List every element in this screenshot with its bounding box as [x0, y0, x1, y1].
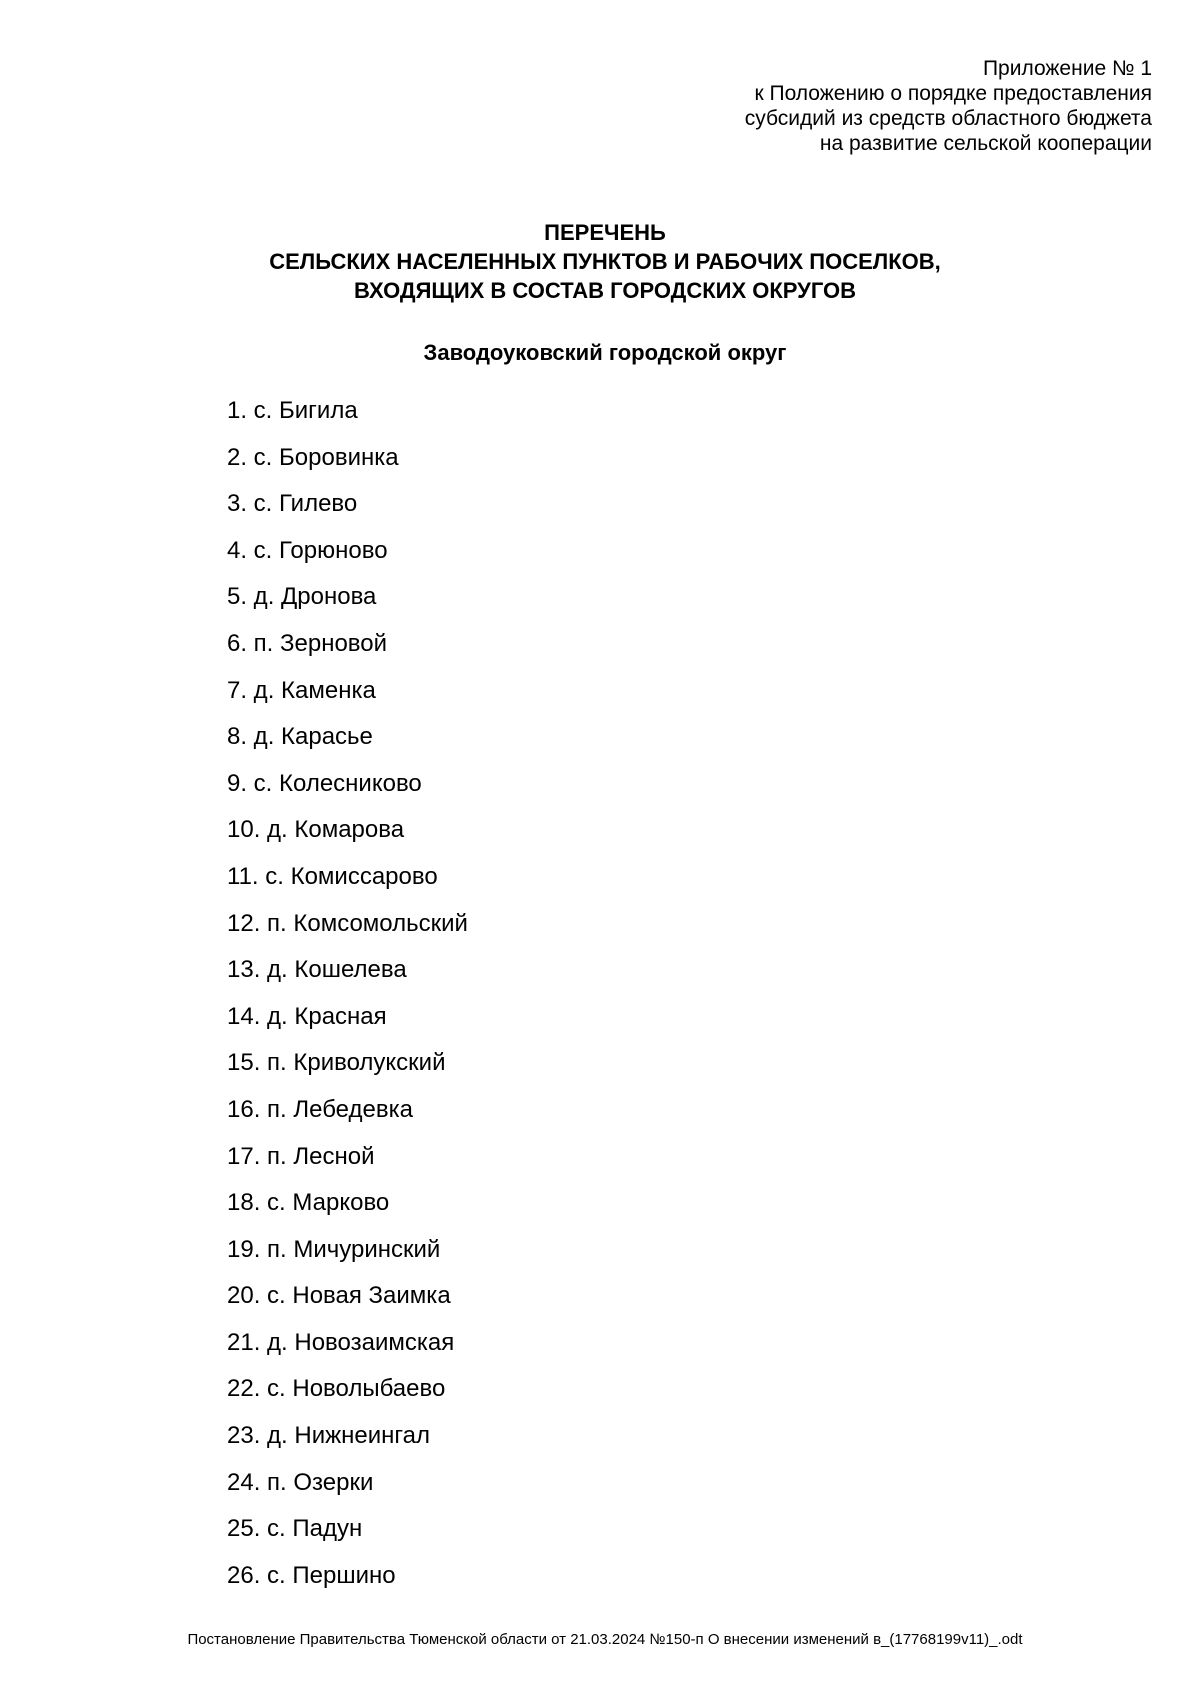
list-item: 8. д. Карасье [227, 723, 373, 751]
appendix-line: на развитие сельской кооперации [819, 132, 1152, 155]
list-item: 16. п. Лебедевка [227, 1095, 413, 1123]
list-item: 12. п. Комсомольский [227, 909, 468, 937]
list-item: 7. д. Каменка [227, 676, 376, 704]
list-item: 23. д. Нижнеингал [227, 1422, 431, 1450]
title-line: ПЕРЕЧЕНЬ [544, 220, 666, 245]
list-item: 18. с. Марково [227, 1189, 390, 1217]
list-item: 20. с. Новая Заимка [227, 1282, 451, 1310]
list-item: 2. с. Боровинка [227, 443, 399, 471]
list-item: 26. с. Першино [227, 1561, 396, 1589]
appendix-line: субсидий из средств областного бюджета [744, 107, 1152, 130]
title-line: СЕЛЬСКИХ НАСЕЛЕННЫХ ПУНКТОВ И РАБОЧИХ ПОСЕЛКОВ, [269, 249, 941, 274]
list-item: 6. п. Зерновой [227, 629, 388, 657]
document-footer: Постановление Правительства Тюменской области от 21.03.2024 №150-п О внесении изменений в_(17768199v11)_.odt [187, 1631, 1023, 1648]
list-item: 22. с. Новолыбаево [227, 1375, 446, 1403]
list-item: 14. д. Красная [227, 1002, 387, 1030]
list-item: 11. с. Комиссарово [227, 862, 438, 890]
settlement-list [227, 396, 468, 1607]
appendix-header [512, 56, 1152, 156]
list-item: 4. с. Горюново [227, 536, 388, 564]
list-item: 3. с. Гилево [227, 490, 358, 518]
list-item: 13. д. Кошелева [227, 956, 407, 984]
appendix-line: Приложение № 1 [982, 57, 1152, 80]
list-item: 5. д. Дронова [227, 583, 377, 611]
list-item: 1. с. Бигила [227, 397, 358, 424]
document-title [0, 218, 1200, 305]
list-item: 25. с. Падун [227, 1515, 363, 1543]
list-item: 9. с. Колесниково [227, 769, 422, 797]
list-item: 10. д. Комарова [227, 816, 405, 844]
list-item: 24. п. Озерки [227, 1468, 374, 1496]
list-item: 21. д. Новозаимская [227, 1328, 455, 1356]
district-heading: Заводоуковский городской округ [423, 340, 787, 365]
title-line: ВХОДЯЩИХ В СОСТАВ ГОРОДСКИХ ОКРУГОВ [353, 278, 857, 303]
appendix-line: к Положению о порядке предоставления [754, 82, 1152, 105]
list-item: 19. п. Мичуринский [227, 1235, 441, 1263]
list-item: 15. п. Криволукский [227, 1049, 446, 1077]
list-item: 17. п. Лесной [227, 1142, 375, 1170]
